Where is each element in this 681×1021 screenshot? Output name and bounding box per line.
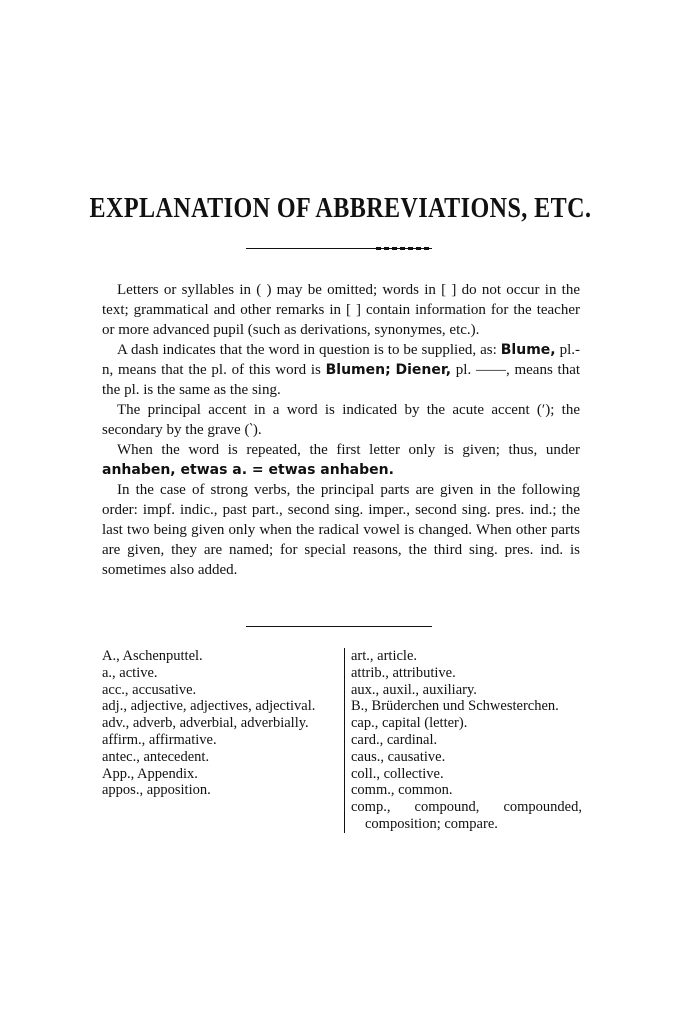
abbreviation-entry: comm., common.: [351, 782, 453, 799]
abbreviation-column-left: [102, 648, 338, 799]
abbreviation-entry: acc., accusative.: [102, 681, 197, 698]
abbreviation-entry: antec., antecedent.: [102, 748, 210, 765]
p4-text-a: When the word is repeated, the first letter only is given; thus, under: [117, 442, 580, 458]
intro-paragraph-1: Letters or syllables in ( ) may be omitted; words in [ ] do not occur in the text; grammatical and other remarks in [ ] contain information for the teacher or more advanced pupil (such as derivations, synonymes, etc.).: [102, 282, 580, 338]
abbreviation-entry: coll., collective.: [351, 765, 444, 782]
abbreviation-column-right: [344, 648, 582, 833]
page-title: EXPLANATION OF ABBREVIATIONS, ETC.: [89, 193, 592, 224]
abbreviation-entry: A., Aschenputtel.: [102, 648, 203, 664]
example-anhaben: anhaben, etwas a. = etwas anhaben.: [102, 462, 394, 478]
title-divider: [246, 248, 432, 249]
intro-paragraph-4: [102, 440, 580, 480]
abbreviation-entry: affirm., affirmative.: [102, 731, 217, 748]
abbreviation-entry: art., article.: [351, 648, 418, 664]
abbreviation-entry: card., cardinal.: [351, 731, 438, 748]
intro-text: [102, 280, 580, 580]
abbreviation-entry: a., active.: [102, 664, 158, 681]
abbreviation-entry: adv., adverb, adverbial, adverbially.: [102, 715, 309, 732]
abbreviation-entry: appos., apposition.: [102, 782, 211, 799]
intro-paragraph-3: The principal accent in a word is indicated by the acute accent (′); the secondary by the grave (‵).: [102, 402, 580, 438]
abbreviation-entry: attrib., attributive.: [351, 664, 456, 681]
p2-text-a: A dash indicates that the word in question is to be supplied, as:: [117, 342, 497, 358]
title-divider-dots: [376, 247, 432, 250]
abbreviation-entry: adj., adjective, adjectives, adjectival.: [102, 698, 316, 715]
p2-text-c: pl. ——, means that the pl. is the same as the sing.: [102, 362, 581, 398]
p2-text-b: pl.-n, means that the pl. of this word is: [102, 342, 581, 378]
abbreviation-entry: aux., auxil., auxiliary.: [351, 681, 477, 698]
example-blume: Blume,: [500, 342, 556, 358]
abbreviation-entry: cap., capital (letter).: [351, 715, 468, 732]
example-blumen: Blumen;: [325, 362, 391, 378]
abbreviation-entry: comp., compound, compounded, composition; compare.: [351, 799, 582, 832]
section-divider: [246, 626, 432, 627]
intro-paragraph-5: In the case of strong verbs, the principal parts are given in the following order: impf. indic., past part., second sing. imper., second sing. pres. ind.; the last two being given only when the radical vowel is changed. When other parts are given, they are named; for special reasons, the third sing. pres. ind. is sometimes also added.: [102, 482, 580, 578]
abbreviation-entry: B., Brüderchen und Schwesterchen.: [351, 698, 559, 715]
example-diener: Diener,: [395, 362, 452, 378]
intro-paragraph-2: [102, 340, 580, 400]
abbreviation-entry: caus., causative.: [351, 748, 446, 765]
abbreviation-entry: App., Appendix.: [102, 765, 198, 782]
